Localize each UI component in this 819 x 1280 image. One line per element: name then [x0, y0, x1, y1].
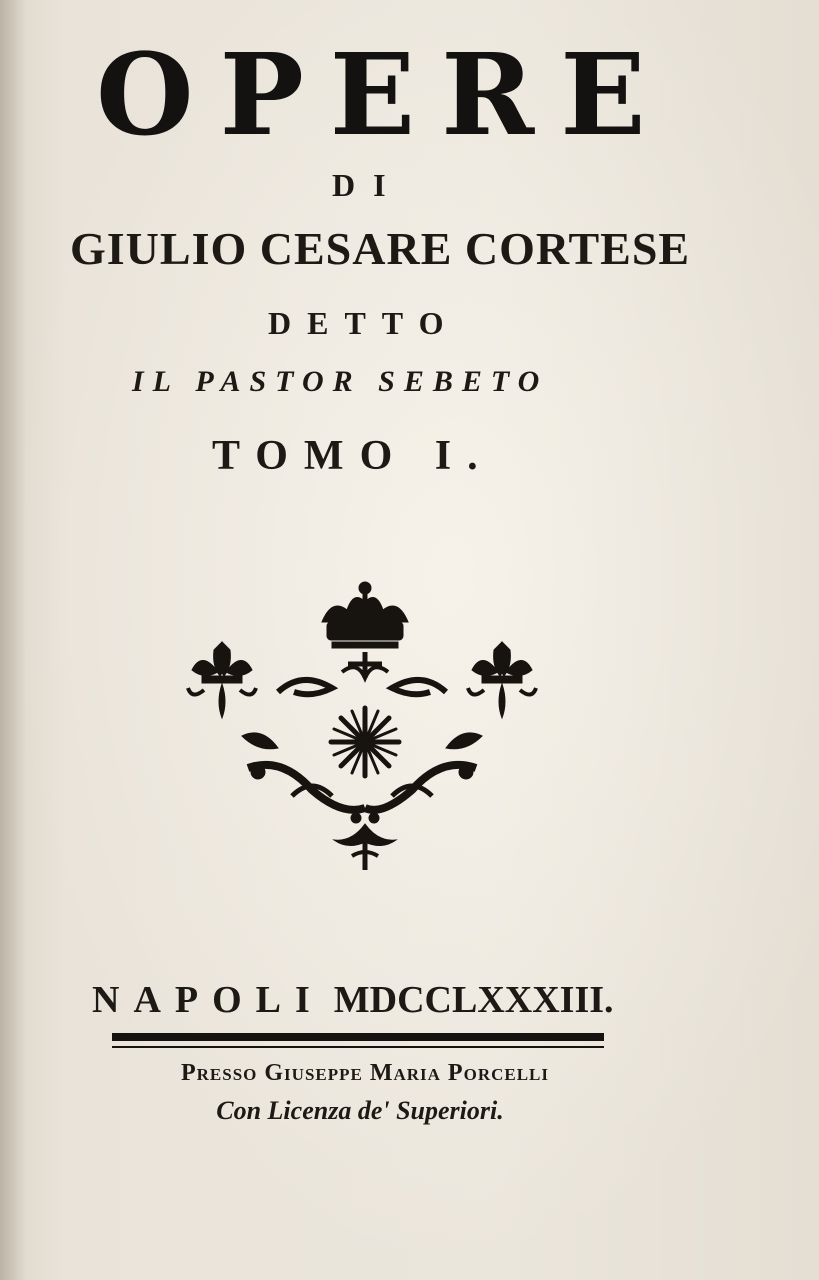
- author-name: GIULIO CESARE CORTESE: [70, 223, 691, 274]
- printer-name: Presso Giuseppe Maria Porcelli: [180, 1060, 550, 1086]
- thick-rule: [112, 1033, 604, 1041]
- left-fleur-de-lis-icon: [188, 642, 256, 718]
- thin-rule: [112, 1046, 604, 1048]
- crown-and-fleur-de-lis-ornament-icon: [182, 580, 542, 872]
- star-burst-icon: [331, 708, 399, 776]
- imprint-year: MDCCLXXXIII.: [333, 979, 614, 1021]
- right-fleur-de-lis-icon: [468, 642, 536, 718]
- preposition-di: DI: [332, 167, 404, 203]
- crown-icon: [322, 582, 408, 648]
- volume-number: TOMO I.: [212, 433, 494, 479]
- gutter-shadow: [0, 0, 26, 1280]
- imprint-line: [92, 978, 652, 1022]
- author-pseudonym: IL PASTOR SEBETO: [132, 365, 549, 398]
- imprint-city: NAPOLI: [92, 979, 324, 1021]
- license-line: Con Licenza de' Superiori.: [216, 1096, 504, 1125]
- word-detto: DETTO: [268, 305, 460, 341]
- bottom-pendant-icon: [334, 813, 396, 870]
- book-title: OPERE: [96, 30, 672, 161]
